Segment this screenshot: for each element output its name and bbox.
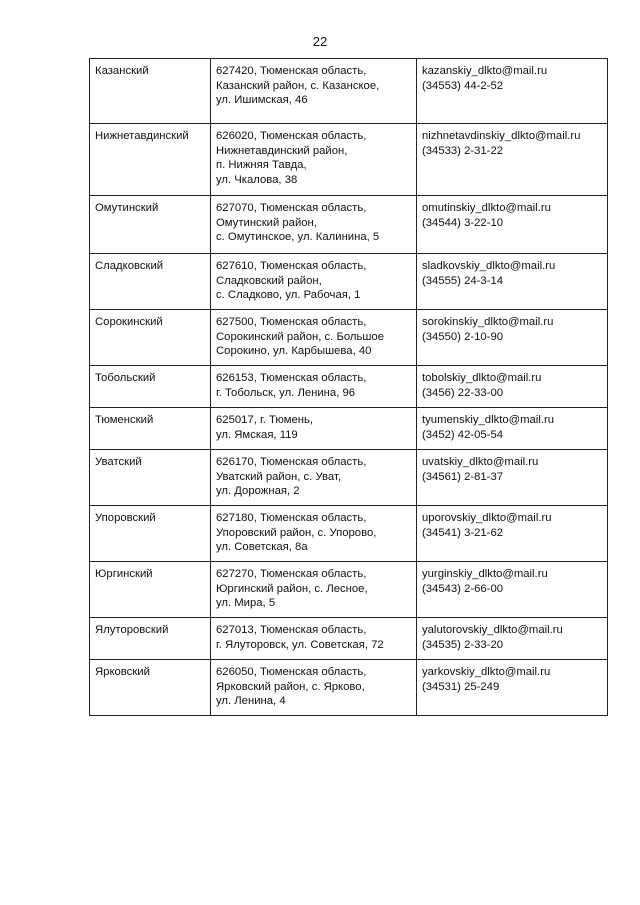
address-cell: 627610, Тюменская область, Сладковский район, с. Сладково, ул. Рабочая, 1 (211, 254, 417, 310)
contacts-cell (417, 506, 608, 562)
district-cell: Сорокинский (90, 310, 211, 366)
phone-number: (34544) 3-22-10 (422, 216, 504, 229)
address-cell: 626153, Тюменская область, г. Тобольск, ул. Ленина, 96 (211, 366, 417, 408)
contacts-cell (417, 124, 608, 196)
address-cell: 627270, Тюменская область, Юргинский район, с. Лесное, ул. Мира, 5 (211, 562, 417, 618)
table-row (90, 366, 608, 408)
address-cell: 625017, г. Тюмень, ул. Ямская, 119 (211, 408, 417, 450)
email-link[interactable]: omutinskiy_dlkto@mail.ru (422, 202, 551, 214)
email-link[interactable]: tyumenskiy_dlkto@mail.ru (422, 414, 555, 426)
district-cell: Ярковский (90, 660, 211, 716)
email-link[interactable]: yalutorovskiy_dlkto@mail.ru (422, 624, 563, 636)
address-cell: 627180, Тюменская область, Упоровский район, с. Упорово, ул. Советская, 8а (211, 506, 417, 562)
district-cell: Юргинский (90, 562, 211, 618)
district-offices-table (89, 58, 608, 716)
email-link[interactable]: sorokinskiy_dlkto@mail.ru (422, 316, 554, 328)
district-cell: Нижнетавдинский (90, 124, 211, 196)
email-link[interactable]: yarkovskiy_dlkto@mail.ru (422, 666, 551, 678)
phone-number: (34541) 3-21-62 (422, 526, 504, 539)
address-cell: 627500, Тюменская область, Сорокинский район, с. Большое Сорокино, ул. Карбышева, 40 (211, 310, 417, 366)
email-link[interactable]: sladkovskiy_dlkto@mail.ru (422, 260, 556, 272)
table-row (90, 562, 608, 618)
contacts-cell (417, 660, 608, 716)
contacts-cell (417, 196, 608, 254)
district-cell: Упоровский (90, 506, 211, 562)
phone-number: (34535) 2-33-20 (422, 638, 504, 651)
table-row (90, 660, 608, 716)
email-link[interactable]: yurginskiy_dlkto@mail.ru (422, 568, 548, 580)
phone-number: (3456) 22-33-00 (422, 386, 504, 399)
table-body (90, 59, 608, 716)
table-row (90, 196, 608, 254)
phone-number: (34553) 44-2-52 (422, 79, 504, 92)
phone-number: (34531) 25-249 (422, 680, 500, 693)
address-cell: 626170, Тюменская область, Уватский район, с. Уват, ул. Дорожная, 2 (211, 450, 417, 506)
contacts-cell (417, 408, 608, 450)
table-row (90, 408, 608, 450)
table-row (90, 450, 608, 506)
district-cell: Тюменский (90, 408, 211, 450)
table-row (90, 506, 608, 562)
district-cell: Омутинский (90, 196, 211, 254)
address-cell: 626020, Тюменская область, Нижнетавдинский район, п. Нижняя Тавда, ул. Чкалова, 38 (211, 124, 417, 196)
phone-number: (34555) 24-3-14 (422, 274, 504, 287)
phone-number: (3452) 42-05-54 (422, 428, 504, 441)
contacts-cell (417, 618, 608, 660)
page-number: 22 (312, 34, 328, 49)
district-cell: Тобольский (90, 366, 211, 408)
contacts-cell (417, 59, 608, 124)
table-row (90, 254, 608, 310)
table-row (90, 59, 608, 124)
contacts-cell (417, 254, 608, 310)
district-cell: Казанский (90, 59, 211, 124)
phone-number: (34561) 2-81-37 (422, 470, 504, 483)
table-row (90, 124, 608, 196)
table-row (90, 618, 608, 660)
district-cell: Сладковский (90, 254, 211, 310)
address-cell: 627420, Тюменская область, Казанский район, с. Казанское, ул. Ишимская, 46 (211, 59, 417, 124)
email-link[interactable]: nizhnetavdinskiy_dlkto@mail.ru (422, 130, 581, 142)
contacts-cell (417, 562, 608, 618)
address-cell: 627070, Тюменская область, Омутинский район, с. Омутинское, ул. Калинина, 5 (211, 196, 417, 254)
phone-number: (34543) 2-66-00 (422, 582, 504, 595)
contacts-cell (417, 450, 608, 506)
contacts-cell (417, 366, 608, 408)
email-link[interactable]: uporovskiy_dlkto@mail.ru (422, 512, 552, 524)
address-cell: 627013, Тюменская область, г. Ялуторовск, ул. Советская, 72 (211, 618, 417, 660)
phone-number: (34533) 2-31-22 (422, 144, 504, 157)
district-cell: Ялуторовский (90, 618, 211, 660)
district-cell: Уватский (90, 450, 211, 506)
address-cell: 626050, Тюменская область, Ярковский район, с. Ярково, ул. Ленина, 4 (211, 660, 417, 716)
email-link[interactable]: uvatskiy_dlkto@mail.ru (422, 456, 539, 468)
table-row (90, 310, 608, 366)
phone-number: (34550) 2-10-90 (422, 330, 504, 343)
contacts-cell (417, 310, 608, 366)
email-link[interactable]: tobolskiy_dlkto@mail.ru (422, 372, 542, 384)
email-link[interactable]: kazanskiy_dlkto@mail.ru (422, 65, 548, 77)
